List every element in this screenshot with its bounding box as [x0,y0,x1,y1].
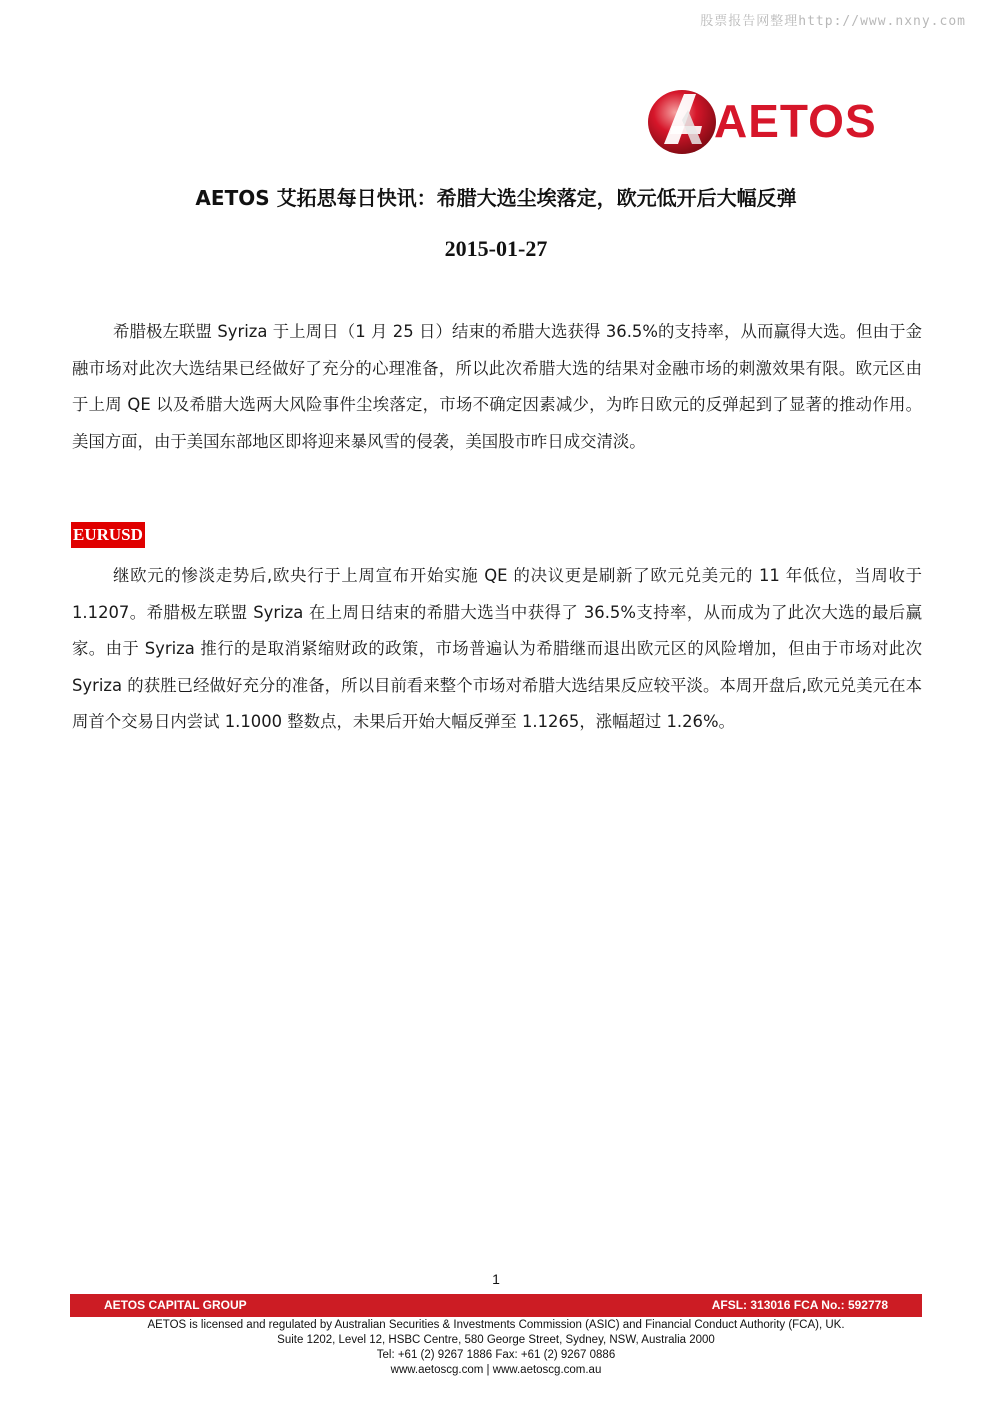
footer-regulation-line: AETOS is licensed and regulated by Australian Securities & Investments Commission (ASIC) and Financial Conduct Authority (FCA), UK. [147,1319,845,1331]
section-label-eurusd: EURUSD [71,522,145,548]
report-date: 2015-01-27 [444,236,548,261]
footer-licence: AFSL: 313016 FCA No.: 592778 [711,1298,888,1312]
logo-wordmark: AETOS [714,95,877,147]
footer-bar [70,1294,922,1317]
logo-globe-icon [644,80,720,160]
footer-address-line: Suite 1202, Level 12, HSBC Centre, 580 George Street, Sydney, NSW, Australia 2000 [277,1334,715,1346]
eurusd-paragraph: 继欧元的惨淡走势后,欧央行于上周宣布开始实施 QE 的决议更是刷新了欧元兑美元的 11 年低位，当周收于 1.1207。希腊极左联盟 Syriza 在上周日结束的希腊大选当中获得了 36.5%支持率，从而成为了此次大选的最后赢家。由于 Syriza 推行的是取消紧缩财政的政策，市场普遍认为希腊继而退出欧元区的风险增加，但由于市场对此次 Syriza 的获胜已经做好充分的准备，所以目前看来整个市场对希腊大选结果反应较平淡。本周开盘后,欧元兑美元在本周首个交易日内尝试 1.1000 整数点，未果后开始大幅反弹至 1.1265，涨幅超过 1.26%。 [72,566,922,731]
footer-info [0,1318,992,1378]
page-number: 1 [492,1271,500,1287]
footer-phone-line: Tel: +61 (2) 9267 1886 Fax: +61 (2) 9267 0886 [376,1349,616,1361]
footer-website-line[interactable]: www.aetoscg.com | www.aetoscg.com.au [390,1364,602,1376]
page-title: AETOS 艾拓思每日快讯：希腊大选尘埃落定，欧元低开后大幅反弹 [195,186,797,210]
intro-paragraph: 希腊极左联盟 Syriza 于上周日（1 月 25 日）结束的希腊大选获得 36.5%的支持率，从而赢得大选。但由于金融市场对此次大选结果已经做好了充分的心理准备，所以此次希腊大选的结果对金融市场的刺激效果有限。欧元区由于上周 QE 以及希腊大选两大风险事件尘埃落定，市场不确定因素减少，为昨日欧元的反弹起到了显著的推动作用。美国方面，由于美国东部地区即将迎来暴风雪的侵袭，美国股市昨日成交清淡。 [72,322,922,451]
footer-company: AETOS CAPITAL GROUP [104,1298,247,1312]
watermark-text: 股票报告网整理http://www.nxny.com [700,14,966,29]
aetos-logo [644,80,902,160]
